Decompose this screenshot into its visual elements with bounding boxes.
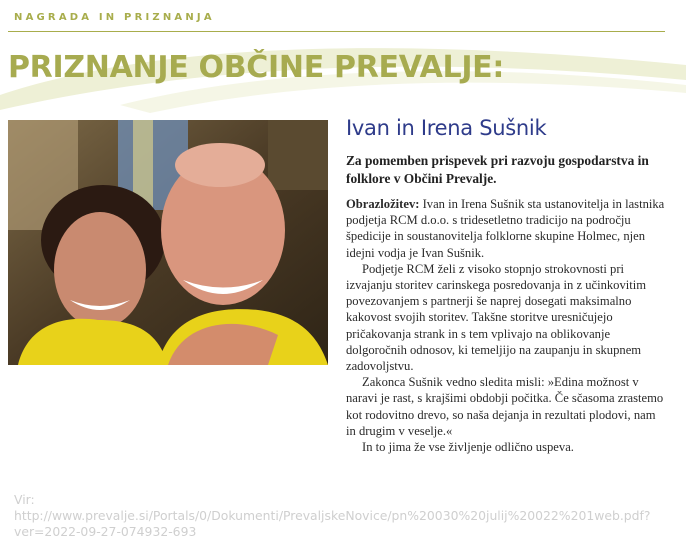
paragraph-4: In to jima že vse življenje odlično uspeva. xyxy=(362,440,574,455)
article-body xyxy=(346,196,668,455)
page-title: PRIZNANJE OBČINE PREVALJE: xyxy=(8,50,505,85)
paragraph-2: Podjetje RCM želi z visoko stopnjo strokovnosti pri izvajanju storitev carinskega posredovanja in z učinkovitim povezovanjem s partnerji še naprej dosegati maksimalno kakovost svojih storitev. Takšne storitve uresničujejo pričakovanja strank in s tem vplivajo na oblikovanje dolgoročnih odnosov, ki temeljijo na zaupanju in skupnem zadovoljstvu. xyxy=(346,261,647,374)
paragraph-reason xyxy=(346,196,668,261)
article-name: Ivan in Irena Sušnik xyxy=(346,116,547,140)
header-rule xyxy=(8,31,665,32)
paragraph-1-text: Ivan in Irena Sušnik sta ustanovitelja in lastnika podjetja RCM d.o.o. s tridesetletno tradicijo na področju špedicije in soustanovitelja folklorne skupine Holmec, njen idejni vodja je Ivan Sušnik. xyxy=(346,197,665,260)
source-watermark: Vir: http://www.prevalje.si/Portals/0/Dokumenti/PrevaljskeNovice/pn%20030%20julij%20022%201web.pdf?ver=2022-09-27-074932-693 xyxy=(14,492,651,539)
section-label: NAGRADA IN PRIZNANJA xyxy=(14,12,215,23)
article-lead: Za pomemben prispevek pri razvoju gospodarstva in folklore v Občini Prevalje. xyxy=(346,153,649,186)
reason-label: Obrazložitev: xyxy=(346,197,420,211)
paragraph-3: Zakonca Sušnik vedno sledita misli: »Edina možnost v naravi je rast, s krajšimi obdobji počitka. Če sčasoma zrastemo kot rodovitno drevo, so naša dejanja in rezultati plodovi, nam in drugim v veselje.« xyxy=(346,375,664,438)
photo-couple-icon xyxy=(8,120,328,365)
